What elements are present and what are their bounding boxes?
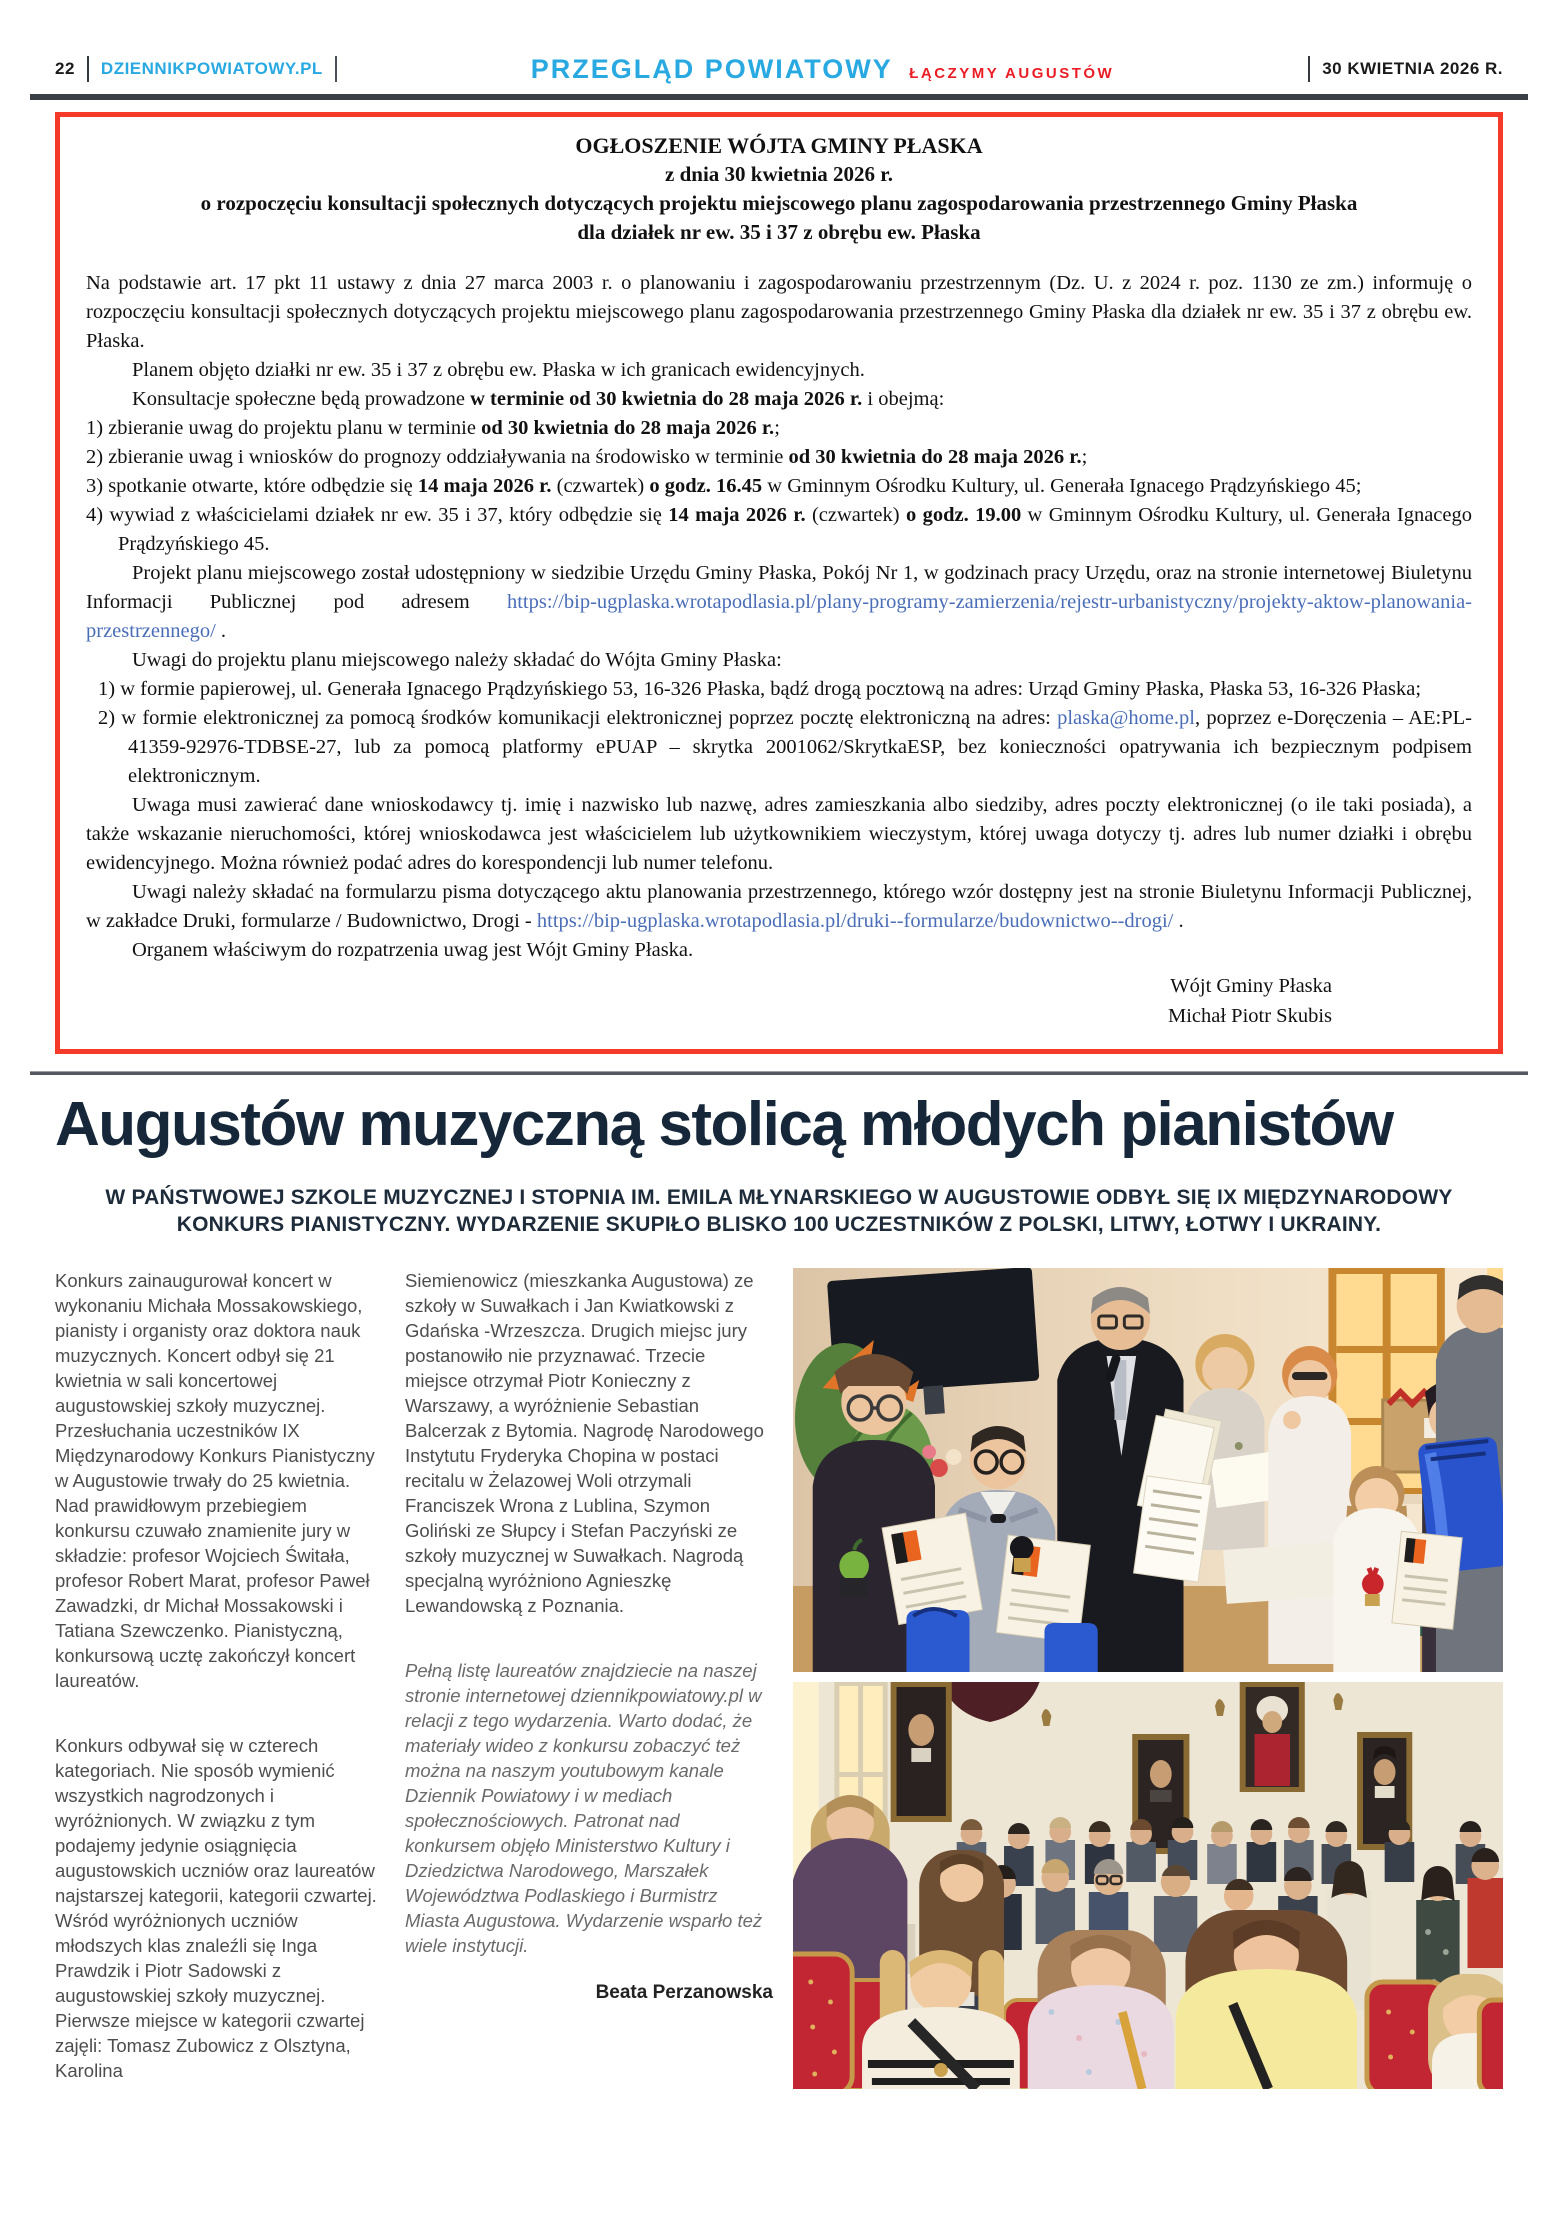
masthead-slogan: ŁĄCZYMY AUGUSTÓW [909,64,1115,82]
text-run: Uwagi należy składać na formularzu pisma dotyczącego aktu planowania przestrzennego, którego wzór dostępny jest na stronie Biuletynu Informacji Publicznej, w zakładce Druki, formularze / Budownictwo, Drogi - [86,881,1472,932]
header-divider [87,56,89,82]
text-run: 14 maja 2026 r. [417,475,552,497]
article-column-1 [55,1268,385,2089]
article-paragraph: Konkurs zainaugurował koncert w wykonaniu Michała Mossakowskiego, pianisty i organisty oraz doktora nauk muzycznych. Koncert odbył się 21 kwietnia w sali koncertowej augustowskiej szkoły muzycznej. Przesłuchania uczestników IX Międzynarodowy Konkurs Pianistyczny w Augustowie trwały do 25 kwietnia. Nad prawidłowym przebiegiem konkursu czuwało znamienite jury w składzie: profesor Wojciech Świtała, profesor Robert Marat, profesor Paweł Zawadzki, dr Michał Mossakowski i Tatiana Szewczenko. Pianistyczną, konkursową ucztę zakończył koncert laureatów. [55,1270,375,1691]
issue-date: 30 KWIETNIA 2026 R. [1322,59,1503,78]
text-run: 2) zbieranie uwag i wniosków do prognozy oddziaływania na środowisko w terminie [86,446,789,468]
announcement-list-item-3 [86,472,1472,501]
text-run: o godz. 19.00 [905,504,1022,526]
text-run: w terminie od 30 kwietnia do 28 maja 2026 r. [470,388,863,410]
header-right [1308,56,1503,82]
masthead-title: PRZEGLĄD POWIATOWY [530,53,893,84]
masthead [337,54,1308,85]
article-paragraph: Siemienowicz (mieszkanka Augustowa) ze szkoły w Suwałkach i Jan Kwiatkowski z Gdańska -Wrzeszcza. Drugich miejsc jury postanowiło nie przyznawać. Trzecie miejsce otrzymał Piotr Konieczny z Warszawy, a wyróżnienie Sebastian Balcerzak z Bytomia. Nagrodę Narodowego Instytutu Fryderyka Chopina w postaci recitalu w Żelazowej Woli otrzymali Franciszek Wrona z Lublina, Szymon Goliński ze Słupcy i Stefan Paczyński ze szkoły muzycznej w Suwałkach. Nagrodą specjalną wyróżniono Agnieszkę Lewandowską z Poznania. [405,1270,764,1616]
text-run: . [1173,910,1184,932]
article-lead [55,1184,1503,1238]
article-headline: Augustów muzyczną stolicą młodych pianistów [55,1090,1393,1159]
announcement-paragraph-authority: Organem właściwym do rozpatrzenia uwag jest Wójt Gminy Płaska. [132,939,694,961]
announcement-paragraph-legal-basis: Na podstawie art. 17 pkt 11 ustawy z dnia 27 marca 2003 r. o planowaniu i zagospodarowaniu przestrzennym (Dz. U. z 2024 r. poz. 1130 ze zm.) informuję o rozpoczęciu konsultacji społecznych dotyczących projektu miejscowego planu zagospodarowania przestrzennego Gminy Płaska dla działek nr ew. 35 i 37 z obrębu ew. Płaska. [86,272,1472,352]
photo-audience-illustration [793,1682,1503,2089]
person [1176,1910,1357,2089]
photo-award-ceremony-illustration [793,1268,1503,1672]
text-run: od 30 kwietnia do 28 maja 2026 r. [788,446,1082,468]
text-run: 14 maja 2026 r. [668,504,806,526]
text-run: . [215,620,227,642]
text-run: Projekt planu miejscowego został udostępniony w siedzibie Urzędu Gminy Płaska, Pokój Nr 1, w godzinach pracy Urzędu, oraz na stronie internetowej Biuletynu Informacji Publicznej pod adresem [86,562,1472,613]
announcement-paragraph-plan-access [86,559,1472,646]
text-run: od 30 kwietnia do 28 maja 2026 r. [481,417,775,439]
signature-block [86,971,1472,1031]
article-lead-line-2: KONKURS PIANISTYCZNY. WYDARZENIE SKUPIŁO BLISKO 100 UCZESTNIKÓW Z POLSKI, LITWY, ŁOTWY I UKRAINY. [176,1213,1382,1236]
announcement-list-item-4 [86,501,1472,559]
text-run: w Gminnym Ośrodku Kultury, ul. Generała Ignacego Prądzyńskiego 45. [118,504,1472,555]
article-photos [793,1268,1503,2089]
portrait [891,1682,952,1822]
blue-gift-bag [1044,1623,1097,1672]
header-rule [30,94,1528,100]
text-run: (czwartek) [551,475,650,497]
text-run: Konsultacje społeczne będą prowadzone [132,388,471,410]
announcement-paragraph-required-data: Uwaga musi zawierać dane wnioskodawcy tj. imię i nazwisko lub nazwę, adres zamieszkania albo siedziby, adres poczty elektronicznej (o ile taki posiada), a także wskazanie nieruchomości, której wnioskodawca jest właścicielem lub użytkownikiem wieczystym, której uwaga dotyczy tj. adres lub numer działki i obrębu ewidencyjnego. Można również podać adres do korespondencji lub numer telefonu. [86,794,1472,874]
text-run: 4) wywiad z właścicielami działek nr ew. 35 i 37, który odbędzie się [86,504,669,526]
article-editorial-note: Pełną listę laureatów znajdziecie na naszej stronie internetowej dziennikpowiatowy.pl w relacji z tego wydarzenia. Warto dodać, że materiały wideo z konkursu zobaczyć też można na naszym youtubowym kanale Dziennik Powiatowy i w mediach społecznościowych. Patronat nad konkursem objęło Ministerstwo Kultury i Dziedzictwa Narodowego, Marszałek Województwa Podlaskiego i Burmistrz Miasta Augustowa. Wydarzenie wsparło też wiele instytucji. [405,1660,763,1956]
announcement-list-item-2 [86,443,1472,472]
text-run: 1) zbieranie uwag do projektu planu w terminie [86,417,482,439]
text-run: ; [774,417,780,439]
chair [1479,2000,1503,2089]
table [1223,1542,1337,1604]
announcement-paragraph-scope: Planem objęto działki nr ew. 35 i 37 z obrębu ew. Płaska w ich granicach ewidencyjnych. [132,359,865,381]
text-run: 2) w formie elektronicznej za pomocą środków komunikacji elektronicznej poprzez pocztę elektroniczną na adres: [98,707,1058,729]
site-name: DZIENNIKPOWIATOWY.PL [100,59,323,78]
text-run: 3) spotkanie otwarte, które odbędzie się [86,475,418,497]
photo-award-ceremony [793,1268,1503,1672]
text-run: (czwartek) [805,504,906,526]
signature-title: Wójt Gminy Płaska [1170,975,1332,997]
person [862,1950,1020,2089]
portrait [1240,1682,1305,1792]
inline-link[interactable]: https://bip-ugplaska.wrotapodlasia.pl/plany-programy-zamierzenia/rejestr-urbanistyczny/projekty-aktow-planowania-przestrzennego/ [86,591,1472,642]
inline-link[interactable]: https://bip-ugplaska.wrotapodlasia.pl/druki--formularze/budownictwo--drogi/ [536,910,1174,932]
article-byline: Beata Perzanowska [595,1982,773,2003]
page-header [55,0,1503,86]
article-paragraph: Konkurs odbywał się w czterech kategoriach. Nie sposób wymienić wszystkich nagrodzonych i wyróżnionych. W związku z tym podajemy jedynie osiągnięcia augustowskich uczniów oraz laureatów najstarszej kategorii, kategorii czwartej. Wśród wyróżnionych uczniów młodszych klas znaleźli się Inga Prawdzik i Piotr Sadowski z augustowskiej szkoły muzycznej. Pierwsze miejsce w kategorii czwartej zajęli: Tomasz Zubowicz z Olsztyna, Karolina [55,1735,377,2081]
announcement-remarks-item-1: 1) w formie papierowej, ul. Generała Ignacego Prądzyńskiego 53, 16-326 Płaska, bądź drogą pocztową na adres: Urząd Gminy Płaska, Płaska 53, 16-326 Płaska; [98,678,1422,700]
text-run: ; [1081,446,1088,468]
article-lead-line-1: W PAŃSTWOWEJ SZKOLE MUZYCZNEJ I STOPNIA IM. EMILA MŁYNARSKIEGO W AUGUSTOWIE ODBYŁ SIĘ IX MIĘDZYNARODOWY [105,1186,1453,1209]
article-body [55,1268,1503,2089]
chair [793,1954,852,2089]
person [1028,1930,1174,2089]
announcement-list-item-1 [86,414,1472,443]
article-column-2 [405,1268,773,2089]
photo-audience [793,1682,1503,2089]
announcement-paragraph-form [86,878,1472,936]
signature-name: Michał Piotr Skubis [1167,1005,1332,1027]
inline-link[interactable]: plaska@home.pl [1057,707,1195,729]
header-left [55,56,337,82]
announcement-title: OGŁOSZENIE WÓJTA GMINY PŁASKA [575,133,983,158]
announcement-paragraph-remarks-intro: Uwagi do projektu planu miejscowego należy składać do Wójta Gminy Płaska: [132,649,782,671]
announcement-subject-line: o rozpoczęciu konsultacji społecznych dotyczących projektu miejscowego planu zagospodarowania przestrzennego Gminy Płaska [200,191,1358,215]
text-run: w Gminnym Ośrodku Kultury, ul. Generała Ignacego Prądzyńskiego 45; [762,475,1362,497]
papers [1134,1476,1212,1582]
page-number: 22 [55,59,75,78]
header-divider [1308,56,1310,82]
diploma [1392,1531,1462,1629]
text-run: , poprzez e-Doręczenia – AE:PL-41359-92976-TDBSE-27, lub za pomocą platformy ePUAP – skrytka 2001062/SkrytkaESP, bez konieczności opatrywania ich bezpiecznym podpisem elektronicznym. [128,707,1472,787]
section-rule [30,1071,1528,1075]
announcement-plots-line: dla działek nr ew. 35 i 37 z obrębu ew. Płaska [577,220,981,244]
text-run: o godz. 16.45 [649,475,763,497]
announcement-remarks-item-2 [98,704,1472,791]
announcement-date-line: z dnia 30 kwietnia 2026 r. [665,162,893,186]
announcement-paragraph-consultations [86,385,1472,414]
official-announcement-box [55,112,1503,1054]
text-run: i obejmą: [862,388,945,410]
blue-gift-bag [906,1610,969,1672]
